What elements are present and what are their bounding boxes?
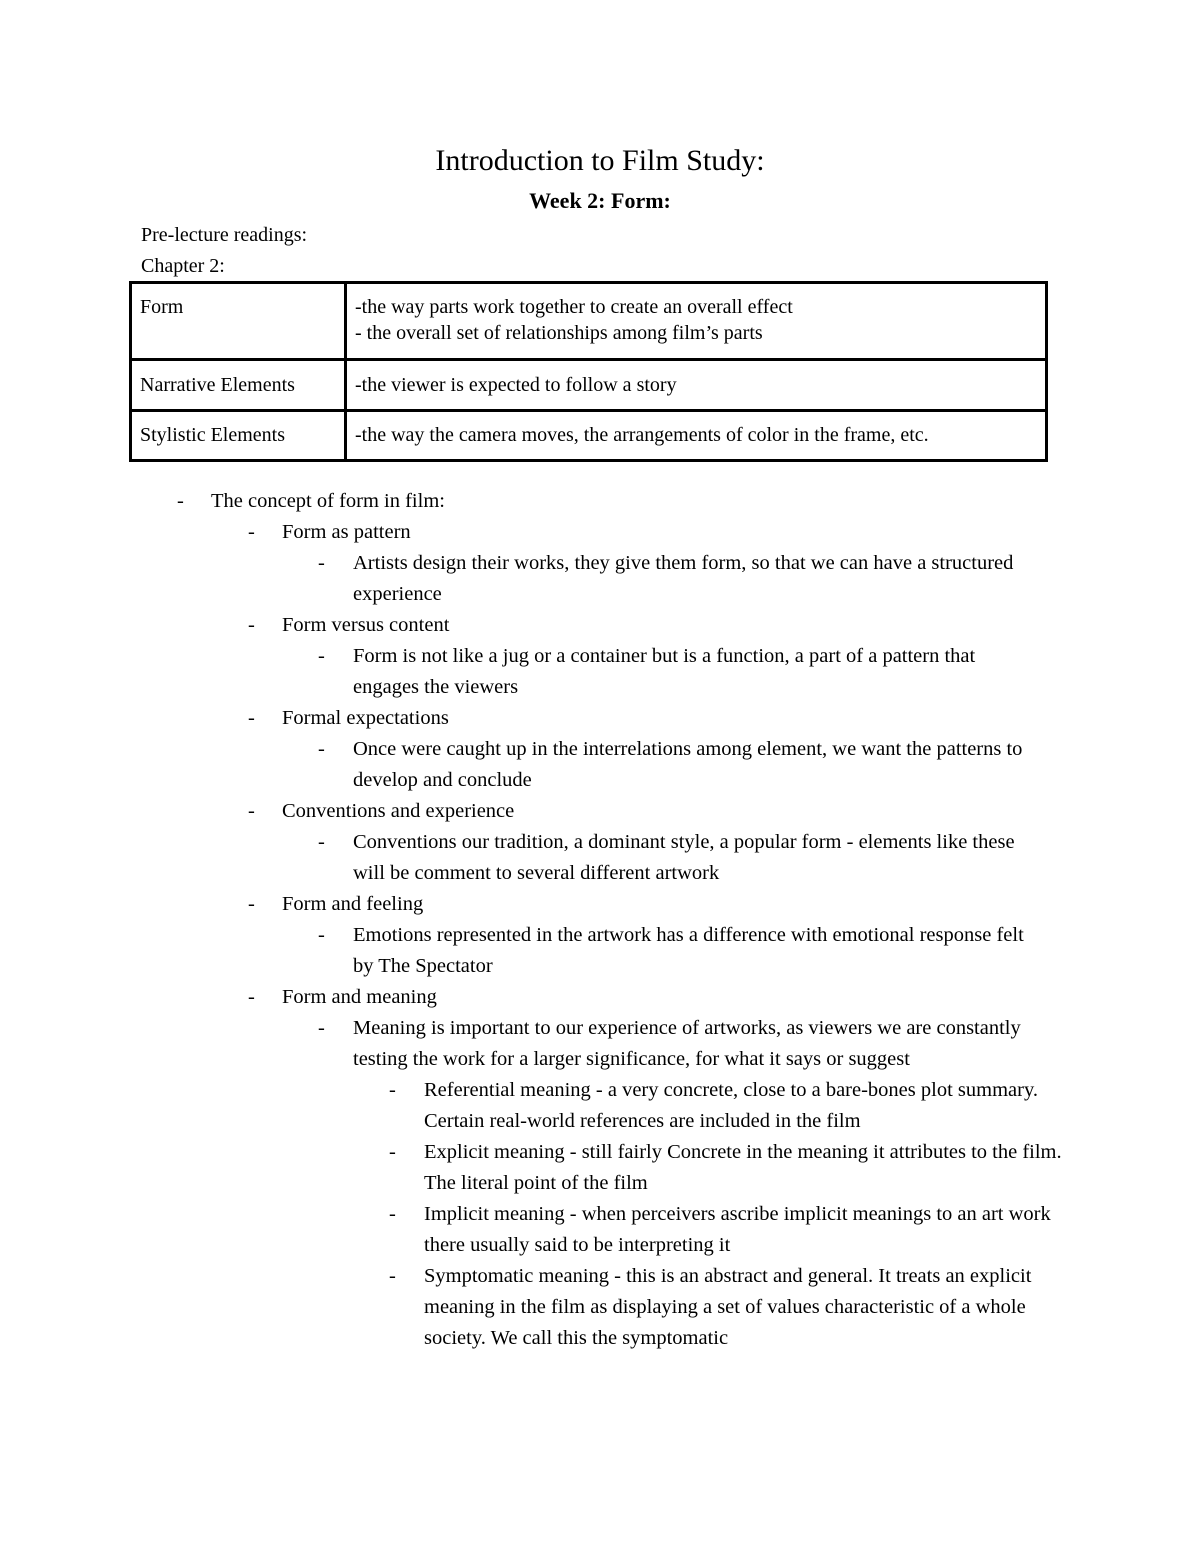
list-item [0,641,1200,703]
list-item [0,1199,1200,1261]
list-item-text: Meaning is important to our experience of artworks, as viewers we are constantly testing the work for a larger significance, for what it says or suggest [353,1017,1021,1070]
list-item-text: Conventions our tradition, a dominant style, a popular form - elements like these will be comment to several different artwork [353,831,1015,884]
list-item [0,889,1200,920]
definition-line: -the viewer is expected to follow a story [355,374,677,396]
bullet-dash: - [389,1141,396,1163]
list-item-text: Form versus content [282,614,450,636]
bullet-dash: - [318,645,325,667]
readings-label: Pre-lecture readings: [141,224,308,246]
definition-cell [346,411,1047,461]
terms-table [129,281,1048,462]
list-item-text: Symptomatic meaning - this is an abstract and general. It treats an explicit meaning in the film as displaying a set of values characteristic of a whole society. We call this the symptomatic [424,1265,1032,1349]
list-item [0,1137,1200,1199]
list-item-text: Formal expectations [282,707,449,729]
chapter-label: Chapter 2: [141,255,225,277]
list-item [0,734,1200,796]
notes-outline [0,486,1200,1354]
list-item [0,796,1200,827]
term-cell: Narrative Elements [131,360,346,411]
page-subtitle: Week 2: Form: [529,188,671,213]
list-item [0,827,1200,889]
bullet-dash: - [389,1265,396,1287]
bullet-dash: - [248,707,255,729]
definition-cell [346,283,1047,360]
term-cell: Stylistic Elements [131,411,346,461]
bullet-dash: - [318,924,325,946]
list-item-text: Conventions and experience [282,800,515,822]
list-item [0,920,1200,982]
list-item-text: The concept of form in film: [211,490,445,512]
list-item [0,610,1200,641]
page-title: Introduction to Film Study: [435,144,765,177]
definition-cell [346,360,1047,411]
list-item-text: Form as pattern [282,521,411,543]
list-item [0,703,1200,734]
list-item-text: Referential meaning - a very concrete, close to a bare-bones plot summary. Certain real-world references are included in the film [424,1079,1038,1132]
bullet-dash: - [248,986,255,1008]
list-item-text: Form and feeling [282,893,424,915]
bullet-dash: - [318,552,325,574]
bullet-dash: - [248,614,255,636]
list-item [0,486,1200,517]
definition-line: - the overall set of relationships among film’s parts [355,322,763,344]
list-item [0,982,1200,1013]
table-row [131,283,1047,360]
list-item-text: Artists design their works, they give them form, so that we can have a structured experience [353,552,1014,605]
definition-line: -the way the camera moves, the arrangements of color in the frame, etc. [355,424,929,446]
list-item [0,1261,1200,1354]
list-item [0,1075,1200,1137]
list-item-text: Once were caught up in the interrelations among element, we want the patterns to develop and conclude [353,738,1023,791]
bullet-dash: - [389,1079,396,1101]
term-cell: Form [131,283,346,360]
table-row [131,411,1047,461]
bullet-dash: - [248,800,255,822]
bullet-dash: - [318,831,325,853]
table-row [131,360,1047,411]
bullet-dash: - [389,1203,396,1225]
list-item [0,517,1200,548]
list-item-text: Implicit meaning - when perceivers ascribe implicit meanings to an art work there usually said to be interpreting it [424,1203,1051,1256]
bullet-dash: - [177,490,184,512]
bullet-dash: - [248,521,255,543]
list-item [0,548,1200,610]
list-item-text: Emotions represented in the artwork has a difference with emotional response felt by The Spectator [353,924,1024,977]
list-item-text: Explicit meaning - still fairly Concrete in the meaning it attributes to the film. The literal point of the film [424,1141,1062,1194]
bullet-dash: - [318,1017,325,1039]
list-item-text: Form and meaning [282,986,437,1008]
list-item-text: Form is not like a jug or a container but is a function, a part of a pattern that engages the viewers [353,645,976,698]
bullet-dash: - [248,893,255,915]
list-item [0,1013,1200,1075]
bullet-dash: - [318,738,325,760]
definition-line: -the way parts work together to create an overall effect [355,296,793,318]
